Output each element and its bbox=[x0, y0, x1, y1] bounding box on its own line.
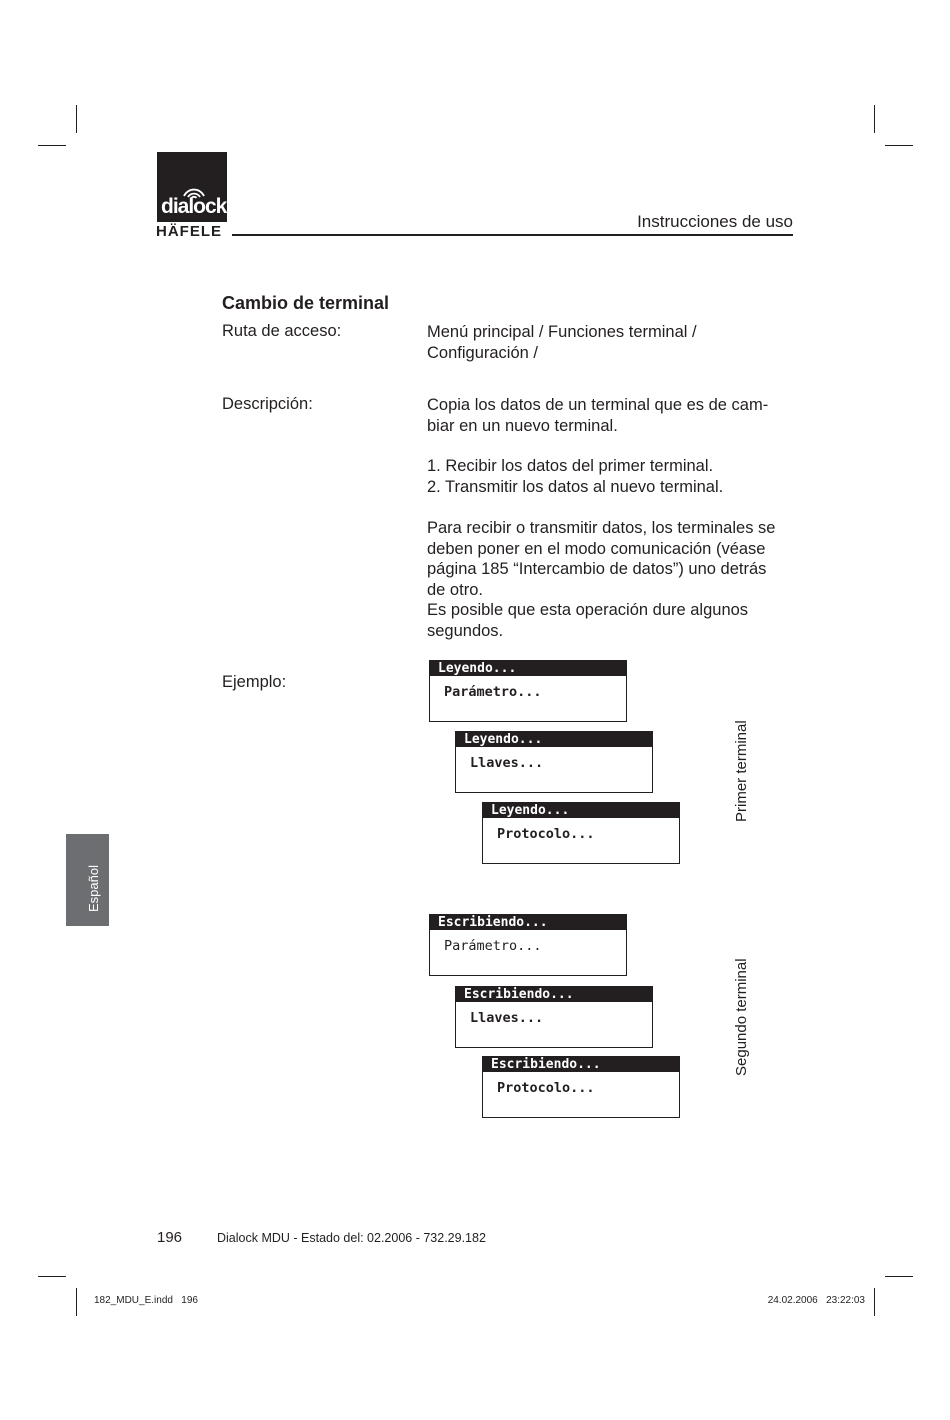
note-line: deben poner en el modo comunicación (véase bbox=[427, 539, 766, 558]
language-label: Español bbox=[86, 865, 101, 912]
description-text bbox=[427, 395, 797, 436]
crop-mark bbox=[38, 145, 66, 146]
slug-file: 182_MDU_E.indd 196 bbox=[94, 1295, 198, 1306]
brand-name: HÄFELE bbox=[156, 223, 222, 240]
note-line: página 185 “Intercambio de datos”) uno detrás bbox=[427, 560, 767, 578]
step-item: 2. Transmitir los datos al nuevo terminal. bbox=[427, 477, 724, 496]
crop-mark bbox=[885, 1276, 913, 1277]
example-label: Ejemplo: bbox=[222, 673, 287, 691]
terminal-screen bbox=[482, 1056, 680, 1118]
crop-mark bbox=[76, 105, 77, 133]
screen-body: Llaves... bbox=[470, 1010, 544, 1026]
screen-body: Protocolo... bbox=[497, 1080, 595, 1096]
screen-body: Protocolo... bbox=[497, 826, 595, 842]
access-path bbox=[427, 322, 797, 363]
logo-product-name: dialock bbox=[161, 195, 227, 218]
note-line: Es posible que esta operación dure algunos bbox=[427, 601, 749, 619]
note-line: segundos. bbox=[427, 621, 504, 640]
screen-body: Llaves... bbox=[470, 755, 544, 771]
terminal-screen bbox=[455, 986, 653, 1048]
crop-mark bbox=[38, 1276, 66, 1277]
note-line: de otro. bbox=[427, 580, 483, 599]
footer-text: Dialock MDU - Estado del: 02.2006 - 732.29.182 bbox=[217, 1231, 486, 1245]
screen-header: Escribiendo... bbox=[430, 915, 626, 930]
note-text bbox=[427, 518, 797, 641]
header-rule bbox=[232, 234, 793, 236]
dialock-logo bbox=[157, 152, 227, 222]
language-tab bbox=[66, 834, 109, 926]
screen-body: Parámetro... bbox=[444, 684, 542, 700]
note-line: Para recibir o transmitir datos, los terminales se bbox=[427, 519, 776, 537]
second-terminal-label: Segundo terminal bbox=[733, 958, 750, 1076]
terminal-screen bbox=[482, 802, 680, 864]
terminal-screen bbox=[429, 660, 627, 722]
access-line: Configuración / bbox=[427, 343, 538, 362]
terminal-screen bbox=[455, 731, 653, 793]
screen-header: Escribiendo... bbox=[456, 987, 652, 1002]
description-line: Copia los datos de un terminal que es de cam- bbox=[427, 396, 769, 414]
page-number: 196 bbox=[157, 1229, 183, 1246]
crop-mark bbox=[885, 145, 913, 146]
crop-mark bbox=[874, 1288, 875, 1316]
screen-header: Escribiendo... bbox=[483, 1057, 679, 1072]
access-label: Ruta de acceso: bbox=[222, 322, 342, 340]
crop-mark bbox=[76, 1288, 77, 1316]
screen-header: Leyendo... bbox=[456, 732, 652, 747]
section-title: Cambio de terminal bbox=[222, 293, 390, 313]
description-label: Descripción: bbox=[222, 395, 313, 413]
slug-datetime: 24.02.2006 23:22:03 bbox=[767, 1295, 865, 1306]
access-line: Menú principal / Funciones terminal / bbox=[427, 323, 697, 341]
screen-body: Parámetro... bbox=[444, 938, 542, 954]
terminal-screen bbox=[429, 914, 627, 976]
screen-header: Leyendo... bbox=[430, 661, 626, 676]
page-header-title: Instrucciones de uso bbox=[637, 212, 793, 231]
step-item: 1. Recibir los datos del primer terminal. bbox=[427, 457, 714, 475]
steps-list bbox=[427, 456, 797, 497]
crop-mark bbox=[874, 105, 875, 133]
first-terminal-label: Primer terminal bbox=[733, 720, 750, 822]
description-line: biar en un nuevo terminal. bbox=[427, 416, 618, 435]
screen-header: Leyendo... bbox=[483, 803, 679, 818]
